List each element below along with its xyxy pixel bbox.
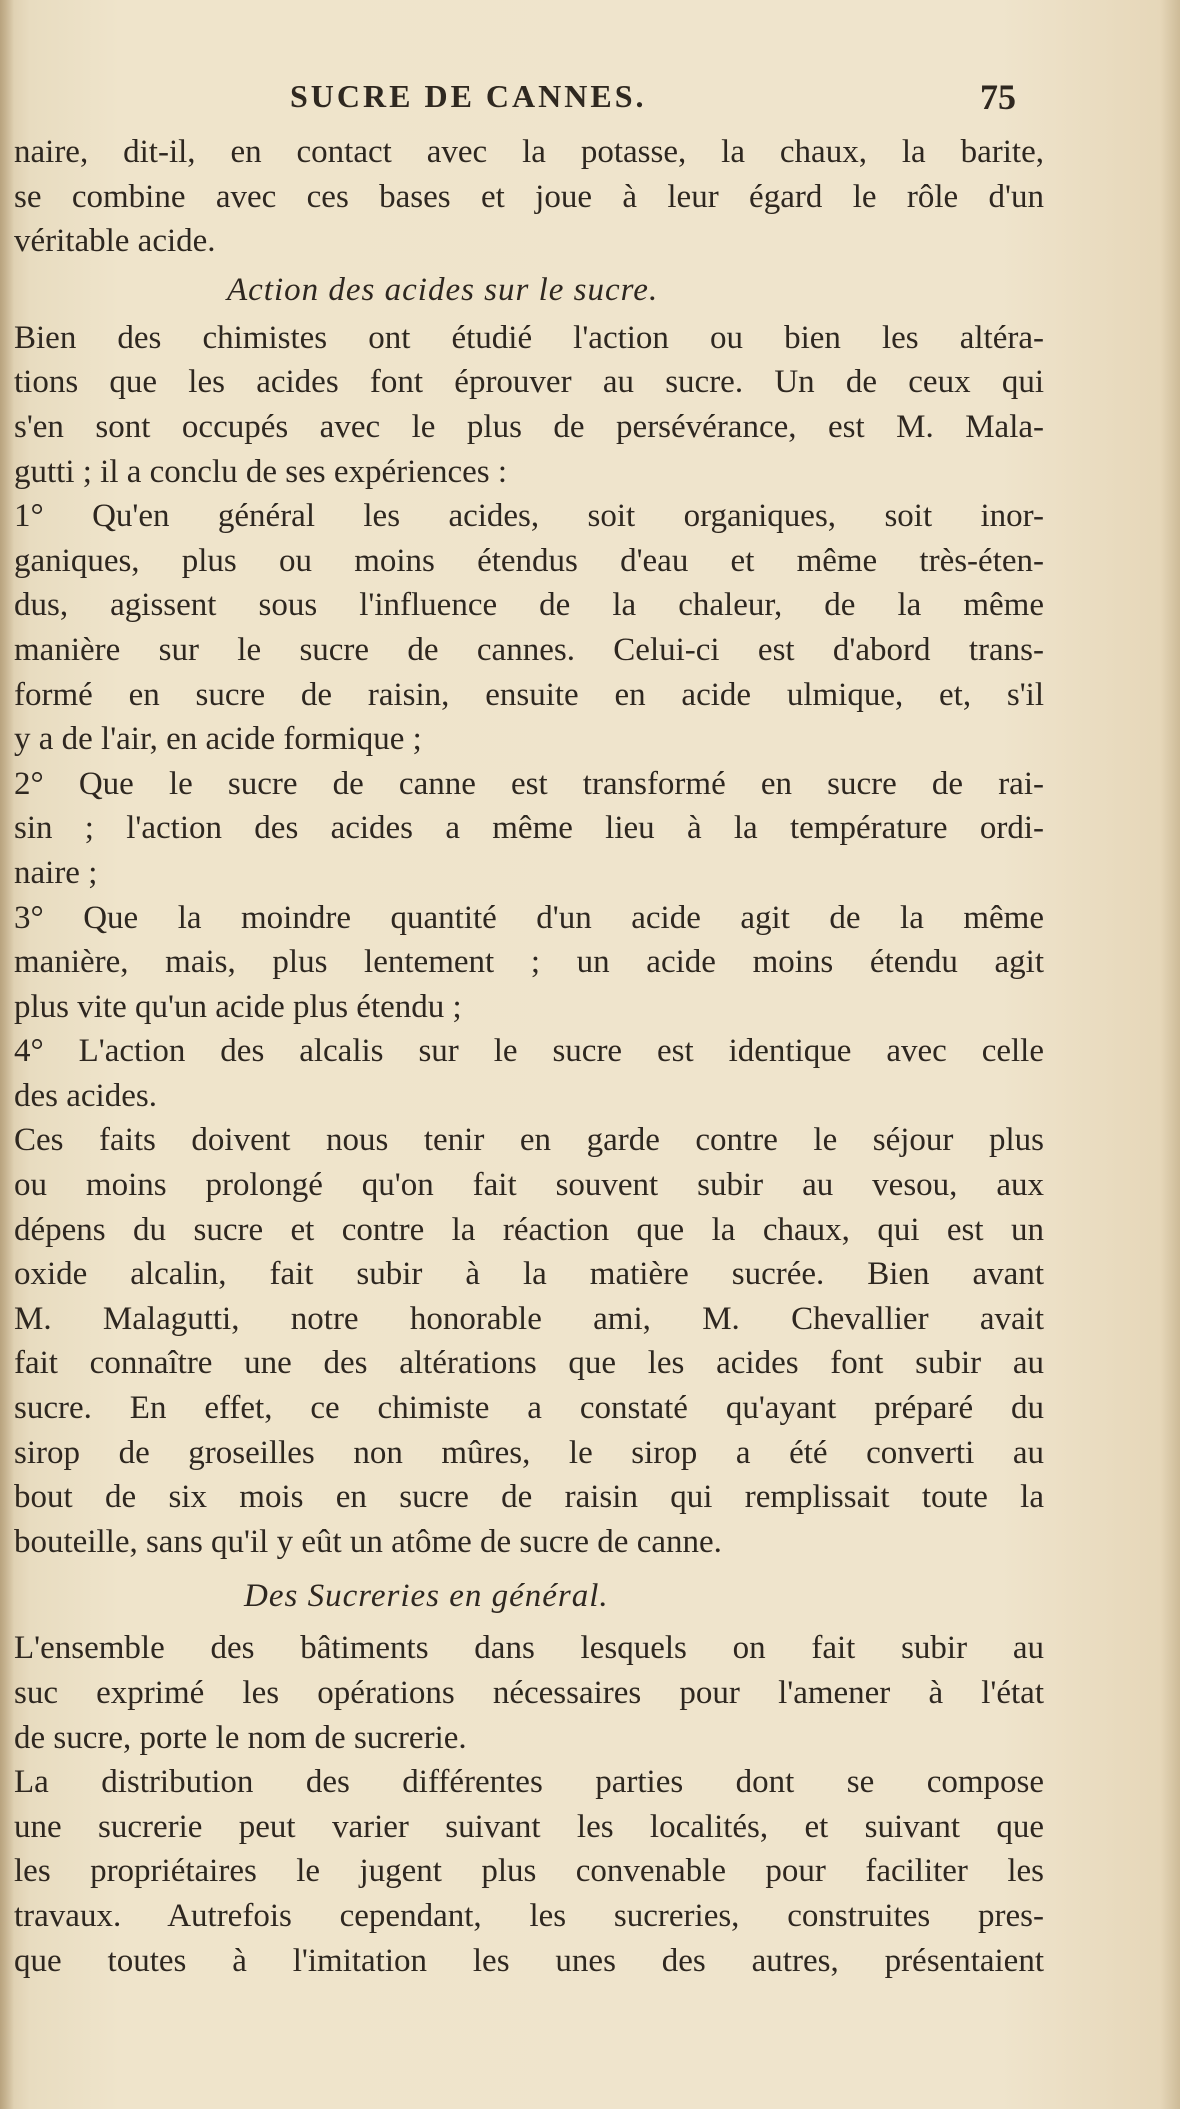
text-line: de sucre, porte le nom de sucrerie. [14, 1719, 467, 1756]
text-line: que toutes à l'imitation les unes des autres, présentaient [14, 1942, 1044, 1979]
text-line: M. Malagutti, notre honorable ami, M. Chevallier avait [14, 1300, 1044, 1337]
text-line: 1° Qu'en général les acides, soit organiques, soit inor- [14, 498, 1044, 535]
text-line: La distribution des différentes parties dont se compose [14, 1764, 1044, 1801]
page-number: 75 [980, 77, 1016, 117]
text-line: naire ; [14, 854, 98, 891]
text-line: manière sur le sucre de cannes. Celui-ci est d'abord trans- [14, 631, 1044, 668]
text-line: se combine avec ces bases et joue à leur égard le rôle d'un [14, 178, 1044, 215]
text-line: Ces faits doivent nous tenir en garde contre le séjour plus [14, 1122, 1044, 1159]
text-line: naire, dit-il, en contact avec la potasse, la chaux, la barite, [14, 134, 1044, 170]
text-line: fait connaître une des altérations que les acides font subir au [14, 1345, 1044, 1382]
text-line: formé en sucre de raisin, ensuite en acide ulmique, et, s'il [14, 676, 1044, 713]
text-line: sin ; l'action des acides a même lieu à la température ordi- [14, 810, 1044, 847]
section-heading: Des Sucreries en général. [244, 1578, 609, 1615]
text-line: tions que les acides font éprouver au sucre. Un de ceux qui [14, 364, 1044, 401]
text-line: oxide alcalin, fait subir à la matière sucrée. Bien avant [14, 1256, 1044, 1293]
text-line: s'en sont occupés avec le plus de persévérance, est M. Mala- [14, 408, 1044, 445]
text-line: dus, agissent sous l'influence de la chaleur, de la même [14, 587, 1044, 624]
text-line: des acides. [14, 1077, 157, 1114]
text-line: plus vite qu'un acide plus étendu ; [14, 988, 462, 1025]
text-line: travaux. Autrefois cependant, les sucreries, construites pres- [14, 1897, 1044, 1934]
text-line: L'ensemble des bâtiments dans lesquels on fait subir au [14, 1630, 1044, 1667]
text-line: bout de six mois en sucre de raisin qui remplissait toute la [14, 1479, 1044, 1516]
text-line: dépens du sucre et contre la réaction que la chaux, qui est un [14, 1211, 1044, 1248]
gutter-shadow [0, 0, 14, 2109]
section-heading: Action des acides sur le sucre. [227, 271, 659, 308]
text-line: 2° Que le sucre de canne est transformé en sucre de rai- [14, 765, 1044, 802]
text-line: ganiques, plus ou moins étendus d'eau et même très-éten- [14, 542, 1044, 579]
text-line: une sucrerie peut varier suivant les localités, et suivant que [14, 1808, 1044, 1845]
text-line: les propriétaires le jugent plus convenable pour faciliter les [14, 1853, 1044, 1890]
text-line: sucre. En effet, ce chimiste a constaté qu'ayant préparé du [14, 1390, 1044, 1427]
text-line: gutti ; il a conclu de ses expériences : [14, 453, 508, 490]
text-line: 4° L'action des alcalis sur le sucre est identique avec celle [14, 1033, 1044, 1070]
text-line: suc exprimé les opérations nécessaires pour l'amener à l'état [14, 1675, 1044, 1711]
text-line: sirop de groseilles non mûres, le sirop a été converti au [14, 1434, 1044, 1471]
text-line: bouteille, sans qu'il y eût un atôme de sucre de canne. [14, 1523, 722, 1560]
text-line: ou moins prolongé qu'on fait souvent subir au vesou, aux [14, 1167, 1044, 1204]
body-text [14, 130, 1044, 1983]
text-line: manière, mais, plus lentement ; un acide moins étendu agit [14, 944, 1044, 981]
text-line: y a de l'air, en acide formique ; [14, 721, 422, 758]
text-line: 3° Que la moindre quantité d'un acide agit de la même [14, 899, 1044, 936]
running-title: SUCRE DE CANNES. [290, 78, 647, 114]
text-line: véritable acide. [14, 223, 216, 260]
running-head [0, 78, 1180, 128]
text-line: Bien des chimistes ont étudié l'action ou bien les altéra- [14, 319, 1044, 356]
